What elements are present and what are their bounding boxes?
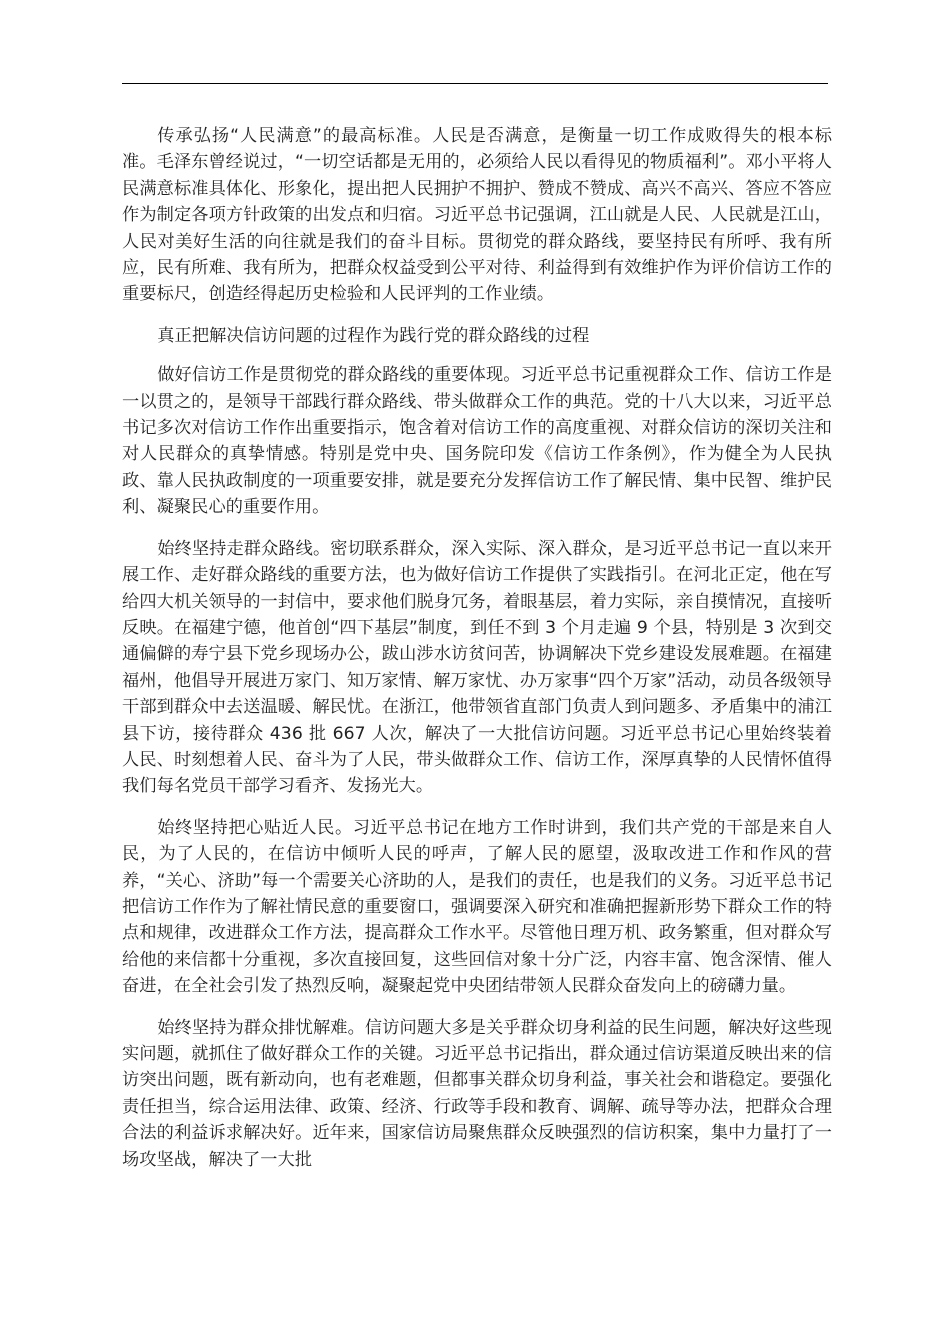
paragraph-solve-problems: 始终坚持为群众排忧解难。信访问题大多是关乎群众切身利益的民生问题，解决好这些现实问题，就抓住了做好群众工作的关键。习近平总书记指出，群众通过信访渠道反映出来的信访突出问题，既有新动向，也有老难题，但都事关群众切身利益，事关社会和谐稳定。要强化责任担当，综合运用法律、政策、经济、行政等手段和教育、调解、疏导等办法，把群众合理合法的利益诉求解决好。近年来，国家信访局聚焦群众反映强烈的信访积案，集中力量打了一场攻坚战，解决了一大批: [122, 1017, 832, 1170]
section-heading: 真正把解决信访问题的过程作为践行党的群众路线的过程: [157, 325, 590, 346]
document-body: [122, 123, 832, 1188]
paragraph-close-to-people: 始终坚持把心贴近人民。习近平总书记在地方工作时讲到，我们共产党的干部是来自人民，为了人民的，在信访中倾听人民的呼声，了解人民的愿望，汲取改进工作和作风的营养，“关心、济助”每一个需要关心济助的人，是我们的责任，也是我们的义务。习近平总书记把信访工作作为了解社情民意的重要窗口，强调要深入研究和准确把握新形势下群众工作的特点和规律，改进群众工作方法，提高群众工作水平。尽管他日理万机、政务繁重，但对群众写给他的来信都十分重视，多次直接回复，这些回信对象十分广泛，内容丰富、饱含深情、催人奋进，在全社会引发了热烈反响，凝聚起党中央团结带领人民群众奋发向上的磅礴力量。: [122, 817, 832, 997]
header-rule: [122, 83, 828, 84]
paragraph-people-satisfaction: 传承弘扬“人民满意”的最高标准。人民是否满意，是衡量一切工作成败得失的根本标准。毛泽东曾经说过，“一切空话都是无用的，必须给人民以看得见的物质福利”。邓小平将人民满意标准具体化、形象化，提出把人民拥护不拥护、赞成不赞成、高兴不高兴、答应不答应作为制定各项方针政策的出发点和归宿。习近平总书记强调，江山就是人民、人民就是江山，人民对美好生活的向往就是我们的奋斗目标。贯彻党的群众路线，要坚持民有所呼、我有所应，民有所难、我有所为，把群众权益受到公平对待、利益得到有效维护作为评价信访工作的重要标尺，创造经得起历史检验和人民评判的工作业绩。: [122, 126, 832, 305]
paragraph-follow-mass-line: 始终坚持走群众路线。密切联系群众，深入实际、深入群众，是习近平总书记一直以来开展工作、走好群众路线的重要方法，也为做好信访工作提供了实践指引。在河北正定，他在写给四大机关领导的一封信中，要求他们脱身冗务，着眼基层，着力实际，亲自摸情况，直接听反映。在福建宁德，他首创“四下基层”制度，到任不到 3 个月走遍 9 个县，特别是 3 次到交通偏僻的寿宁县下党乡现场办公，跋山涉水访贫问苦，协调解决下党乡建设发展难题。在福建福州，他倡导开展进万家门、知万家情、解万家忧、办万家事“四个万家”活动，动员各级领导干部到群众中去送温暖、解民忧。在浙江，他带领省直部门负责人到问题多、矛盾集中的浦江县下访，接待群众 436 批 667 人次，解决了一大批信访问题。习近平总书记心里始终装着人民、时刻想着人民、奋斗为了人民，带头做群众工作、信访工作，深厚真挚的人民情怀值得我们每名党员干部学习看齐、发扬光大。: [122, 538, 832, 797]
paragraph-mass-line: 做好信访工作是贯彻党的群众路线的重要体现。习近平总书记重视群众工作、信访工作是一以贯之的，是领导干部践行群众路线、带头做群众工作的典范。党的十八大以来，习近平总书记多次对信访工作作出重要指示，饱含着对信访工作的高度重视、对群众信访的深切关注和对人民群众的真挚情感。特别是党中央、国务院印发《信访工作条例》，作为健全为人民执政、靠人民执政制度的一项重要安排，就是要充分发挥信访工作了解民情、集中民智、维护民利、凝聚民心的重要作用。: [122, 365, 832, 518]
